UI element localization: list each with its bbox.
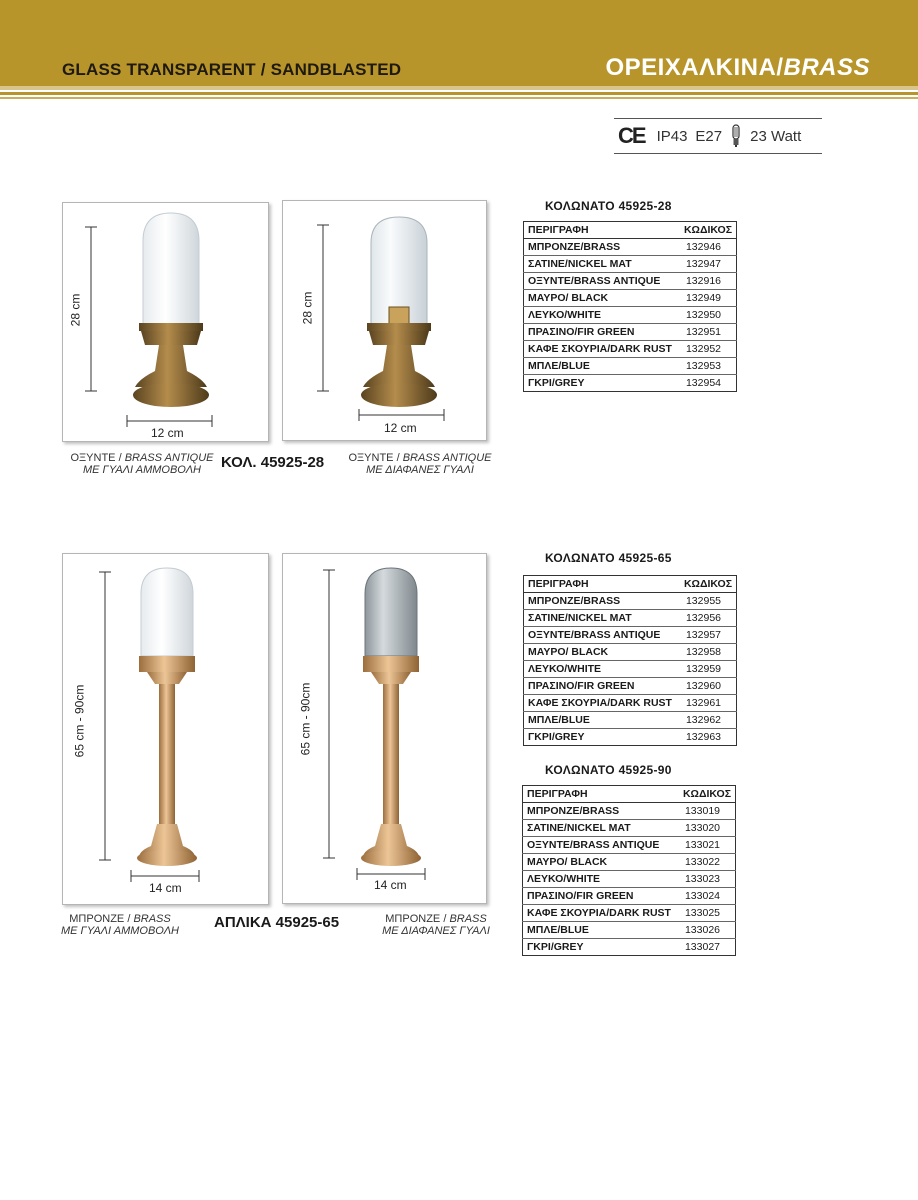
column-header-code: ΚΩΔΙΚΟΣ bbox=[676, 576, 737, 593]
row-description: ΜΑΥΡΟ/ BLACK bbox=[524, 290, 676, 307]
table-row bbox=[524, 341, 737, 358]
header-title-italic: BRASS bbox=[783, 54, 870, 81]
caption-glass-type: ΜΕ ΓΥΑΛΙ ΑΜΜΟΒΟΛΗ bbox=[83, 464, 201, 476]
table-header-row bbox=[524, 576, 737, 593]
row-description: ΠΡΑΣΙΝΟ/FIR GREEN bbox=[523, 888, 675, 905]
table-row bbox=[524, 593, 737, 610]
row-description: ΟΞΥΝΤΕ/BRASS ANTIQUE bbox=[524, 627, 676, 644]
ip-rating: IP43 bbox=[656, 127, 688, 145]
row-code: 132963 bbox=[685, 731, 722, 743]
caption-line-english: BRASS ANTIQUE bbox=[402, 452, 492, 464]
row-code: 132962 bbox=[676, 712, 737, 729]
table-row bbox=[523, 803, 736, 820]
column-header-code: ΚΩΔΙΚΟΣ bbox=[675, 786, 736, 803]
model-number: ΑΠΛΙΚΑ 45925-65 bbox=[214, 914, 340, 931]
row-code: 133027 bbox=[684, 941, 721, 953]
row-code: 132956 bbox=[676, 610, 737, 627]
header-subtitle: GLASS TRANSPARENT / SANDBLASTED bbox=[62, 60, 402, 79]
code-table-45925-65 bbox=[523, 575, 737, 746]
row-description: ΠΡΑΣΙΝΟ/FIR GREEN bbox=[524, 678, 676, 695]
row-code: 132949 bbox=[676, 290, 737, 307]
row-code: 132951 bbox=[676, 324, 737, 341]
height-dimension: 28 cm bbox=[300, 291, 315, 325]
table-row bbox=[524, 358, 737, 375]
code-table-45925-28 bbox=[523, 221, 737, 392]
caption-glass-type: ΜΕ ΔΙΑΦΑΝΕΣ ΓΥΑΛΙ bbox=[382, 925, 490, 937]
row-code: 133022 bbox=[675, 854, 736, 871]
row-code: 132950 bbox=[676, 307, 737, 324]
caption-glass-type: ΜΕ ΓΥΑΛΙ ΑΜΜΟΒΟΛΗ bbox=[61, 925, 179, 937]
model-number: ΚΟΛ. 45925-28 bbox=[221, 454, 325, 471]
caption-line-greek: ΜΠΡΟΝΖΕ / bbox=[385, 913, 450, 925]
socket-type: E27 bbox=[695, 127, 723, 145]
row-description: ΜΠΛΕ/BLUE bbox=[524, 712, 676, 729]
power-rating: 23 Watt bbox=[750, 127, 802, 145]
row-code: 132947 bbox=[676, 256, 737, 273]
caption-line-greek: ΟΞΥΝΤΕ / bbox=[70, 452, 125, 464]
row-description: ΛΕΥΚΟ/WHITE bbox=[524, 307, 676, 324]
row-description: ΣΑΤΙΝΕ/NICKEL MAT bbox=[523, 820, 675, 837]
row-code: 132953 bbox=[676, 358, 737, 375]
table-row bbox=[523, 939, 736, 956]
table-row bbox=[524, 644, 737, 661]
table-row bbox=[524, 678, 737, 695]
row-description: ΜΑΥΡΟ/ BLACK bbox=[524, 644, 676, 661]
caption-line-english: BRASS bbox=[449, 913, 487, 925]
row-code: 132960 bbox=[676, 678, 737, 695]
row-code: 132952 bbox=[676, 341, 737, 358]
row-description: ΜΠΡΟΝΖΕ/BRASS bbox=[523, 803, 675, 820]
row-code: 133023 bbox=[675, 871, 736, 888]
width-dimension: 12 cm bbox=[384, 421, 417, 435]
row-description: ΜΠΛΕ/BLUE bbox=[524, 358, 676, 375]
caption-line-greek: ΜΠΡΟΝΖΕ / bbox=[69, 913, 134, 925]
table-row bbox=[524, 712, 737, 729]
caption-line-english: BRASS bbox=[133, 913, 171, 925]
table-row bbox=[524, 290, 737, 307]
spec-strip bbox=[614, 118, 822, 154]
row-code: 132955 bbox=[676, 593, 737, 610]
row-description: ΜΑΥΡΟ/ BLACK bbox=[523, 854, 675, 871]
row-description: ΛΕΥΚΟ/WHITE bbox=[523, 871, 675, 888]
table-row bbox=[524, 729, 737, 746]
caption-line-greek: ΟΞΥΝΤΕ / bbox=[348, 452, 403, 464]
header-title-main: ΟΡΕΙΧΑΛΚΙΝΑ/ bbox=[605, 54, 784, 81]
row-code: 132959 bbox=[676, 661, 737, 678]
table-row bbox=[524, 256, 737, 273]
row-description: ΟΞΥΝΤΕ/BRASS ANTIQUE bbox=[523, 837, 675, 854]
header-title bbox=[605, 54, 870, 82]
caption-frosted-brass bbox=[40, 913, 200, 937]
row-code: 132958 bbox=[676, 644, 737, 661]
table-row bbox=[524, 375, 737, 392]
row-code: 132961 bbox=[676, 695, 737, 712]
row-code: 132954 bbox=[685, 377, 722, 389]
row-code: 133026 bbox=[675, 922, 736, 939]
product-photo-45925-28-clear bbox=[282, 200, 487, 441]
row-description: ΚΑΦΕ ΣΚΟΥΡΙΑ/DARK RUST bbox=[524, 695, 676, 712]
row-description: ΚΑΦΕ ΣΚΟΥΡΙΑ/DARK RUST bbox=[523, 905, 675, 922]
row-description: ΛΕΥΚΟ/WHITE bbox=[524, 661, 676, 678]
table-title: ΚΟΛΩΝΑΤΟ 45925-65 bbox=[545, 551, 672, 565]
table-header-row bbox=[524, 222, 737, 239]
row-description: ΟΞΥΝΤΕ/BRASS ANTIQUE bbox=[524, 273, 676, 290]
caption-glass-type: ΜΕ ΔΙΑΦΑΝΕΣ ΓΥΑΛΙ bbox=[366, 464, 474, 476]
row-description: ΜΠΡΟΝΖΕ/BRASS bbox=[524, 239, 676, 256]
height-dimension: 65 cm - 90cm bbox=[72, 684, 87, 758]
row-code: 133019 bbox=[675, 803, 736, 820]
row-code: 133024 bbox=[675, 888, 736, 905]
column-header-description: ΠΕΡΙΓΡΑΦΗ bbox=[524, 222, 676, 239]
table-row bbox=[524, 695, 737, 712]
row-description: ΚΑΦΕ ΣΚΟΥΡΙΑ/DARK RUST bbox=[524, 341, 676, 358]
caption-clear-antique bbox=[340, 452, 500, 476]
row-description: ΜΠΡΟΝΖΕ/BRASS bbox=[524, 593, 676, 610]
row-code: 133021 bbox=[675, 837, 736, 854]
table-header-row bbox=[523, 786, 736, 803]
caption-line-english: BRASS ANTIQUE bbox=[124, 452, 214, 464]
row-code: 132946 bbox=[676, 239, 737, 256]
table-row bbox=[524, 307, 737, 324]
row-code: 132916 bbox=[676, 273, 737, 290]
column-header-description: ΠΕΡΙΓΡΑΦΗ bbox=[523, 786, 675, 803]
row-description: ΓΚΡΙ/GREY bbox=[527, 941, 584, 953]
table-row bbox=[523, 905, 736, 922]
table-title: ΚΟΛΩΝΑΤΟ 45925-90 bbox=[545, 763, 672, 777]
row-code: 133025 bbox=[675, 905, 736, 922]
table-row bbox=[523, 854, 736, 871]
row-code: 133020 bbox=[675, 820, 736, 837]
width-dimension: 14 cm bbox=[374, 878, 407, 892]
width-dimension: 14 cm bbox=[149, 881, 182, 895]
table-row bbox=[524, 610, 737, 627]
table-row bbox=[523, 837, 736, 854]
table-row bbox=[524, 661, 737, 678]
table-row bbox=[523, 820, 736, 837]
row-description: ΜΠΛΕ/BLUE bbox=[523, 922, 675, 939]
table-row bbox=[524, 627, 737, 644]
height-dimension: 28 cm bbox=[68, 293, 83, 327]
height-dimension: 65 cm - 90cm bbox=[298, 682, 313, 756]
table-row bbox=[523, 871, 736, 888]
row-code: 132957 bbox=[676, 627, 737, 644]
product-photo-45925-65-clear bbox=[282, 553, 487, 904]
table-title: ΚΟΛΩΝΑΤΟ 45925-28 bbox=[545, 199, 672, 213]
row-description: ΣΑΤΙΝΕ/NICKEL MAT bbox=[524, 256, 676, 273]
caption-frosted-antique bbox=[62, 452, 222, 476]
table-row bbox=[523, 888, 736, 905]
row-description: ΓΚΡΙ/GREY bbox=[528, 731, 585, 743]
table-row bbox=[523, 922, 736, 939]
product-photo-45925-65-frosted bbox=[62, 553, 269, 905]
ce-mark: CE bbox=[618, 123, 645, 148]
column-header-description: ΠΕΡΙΓΡΑΦΗ bbox=[524, 576, 676, 593]
header-stripes bbox=[0, 86, 918, 102]
row-description: ΓΚΡΙ/GREY bbox=[528, 377, 585, 389]
bulb-icon bbox=[730, 124, 742, 148]
code-table-45925-90 bbox=[522, 785, 736, 956]
column-header-code: ΚΩΔΙΚΟΣ bbox=[676, 222, 737, 239]
table-row bbox=[524, 239, 737, 256]
row-description: ΣΑΤΙΝΕ/NICKEL MAT bbox=[524, 610, 676, 627]
product-photo-45925-28-frosted bbox=[62, 202, 269, 442]
table-row bbox=[524, 273, 737, 290]
width-dimension: 12 cm bbox=[151, 426, 184, 440]
table-row bbox=[524, 324, 737, 341]
caption-clear-brass bbox=[356, 913, 516, 937]
row-description: ΠΡΑΣΙΝΟ/FIR GREEN bbox=[524, 324, 676, 341]
